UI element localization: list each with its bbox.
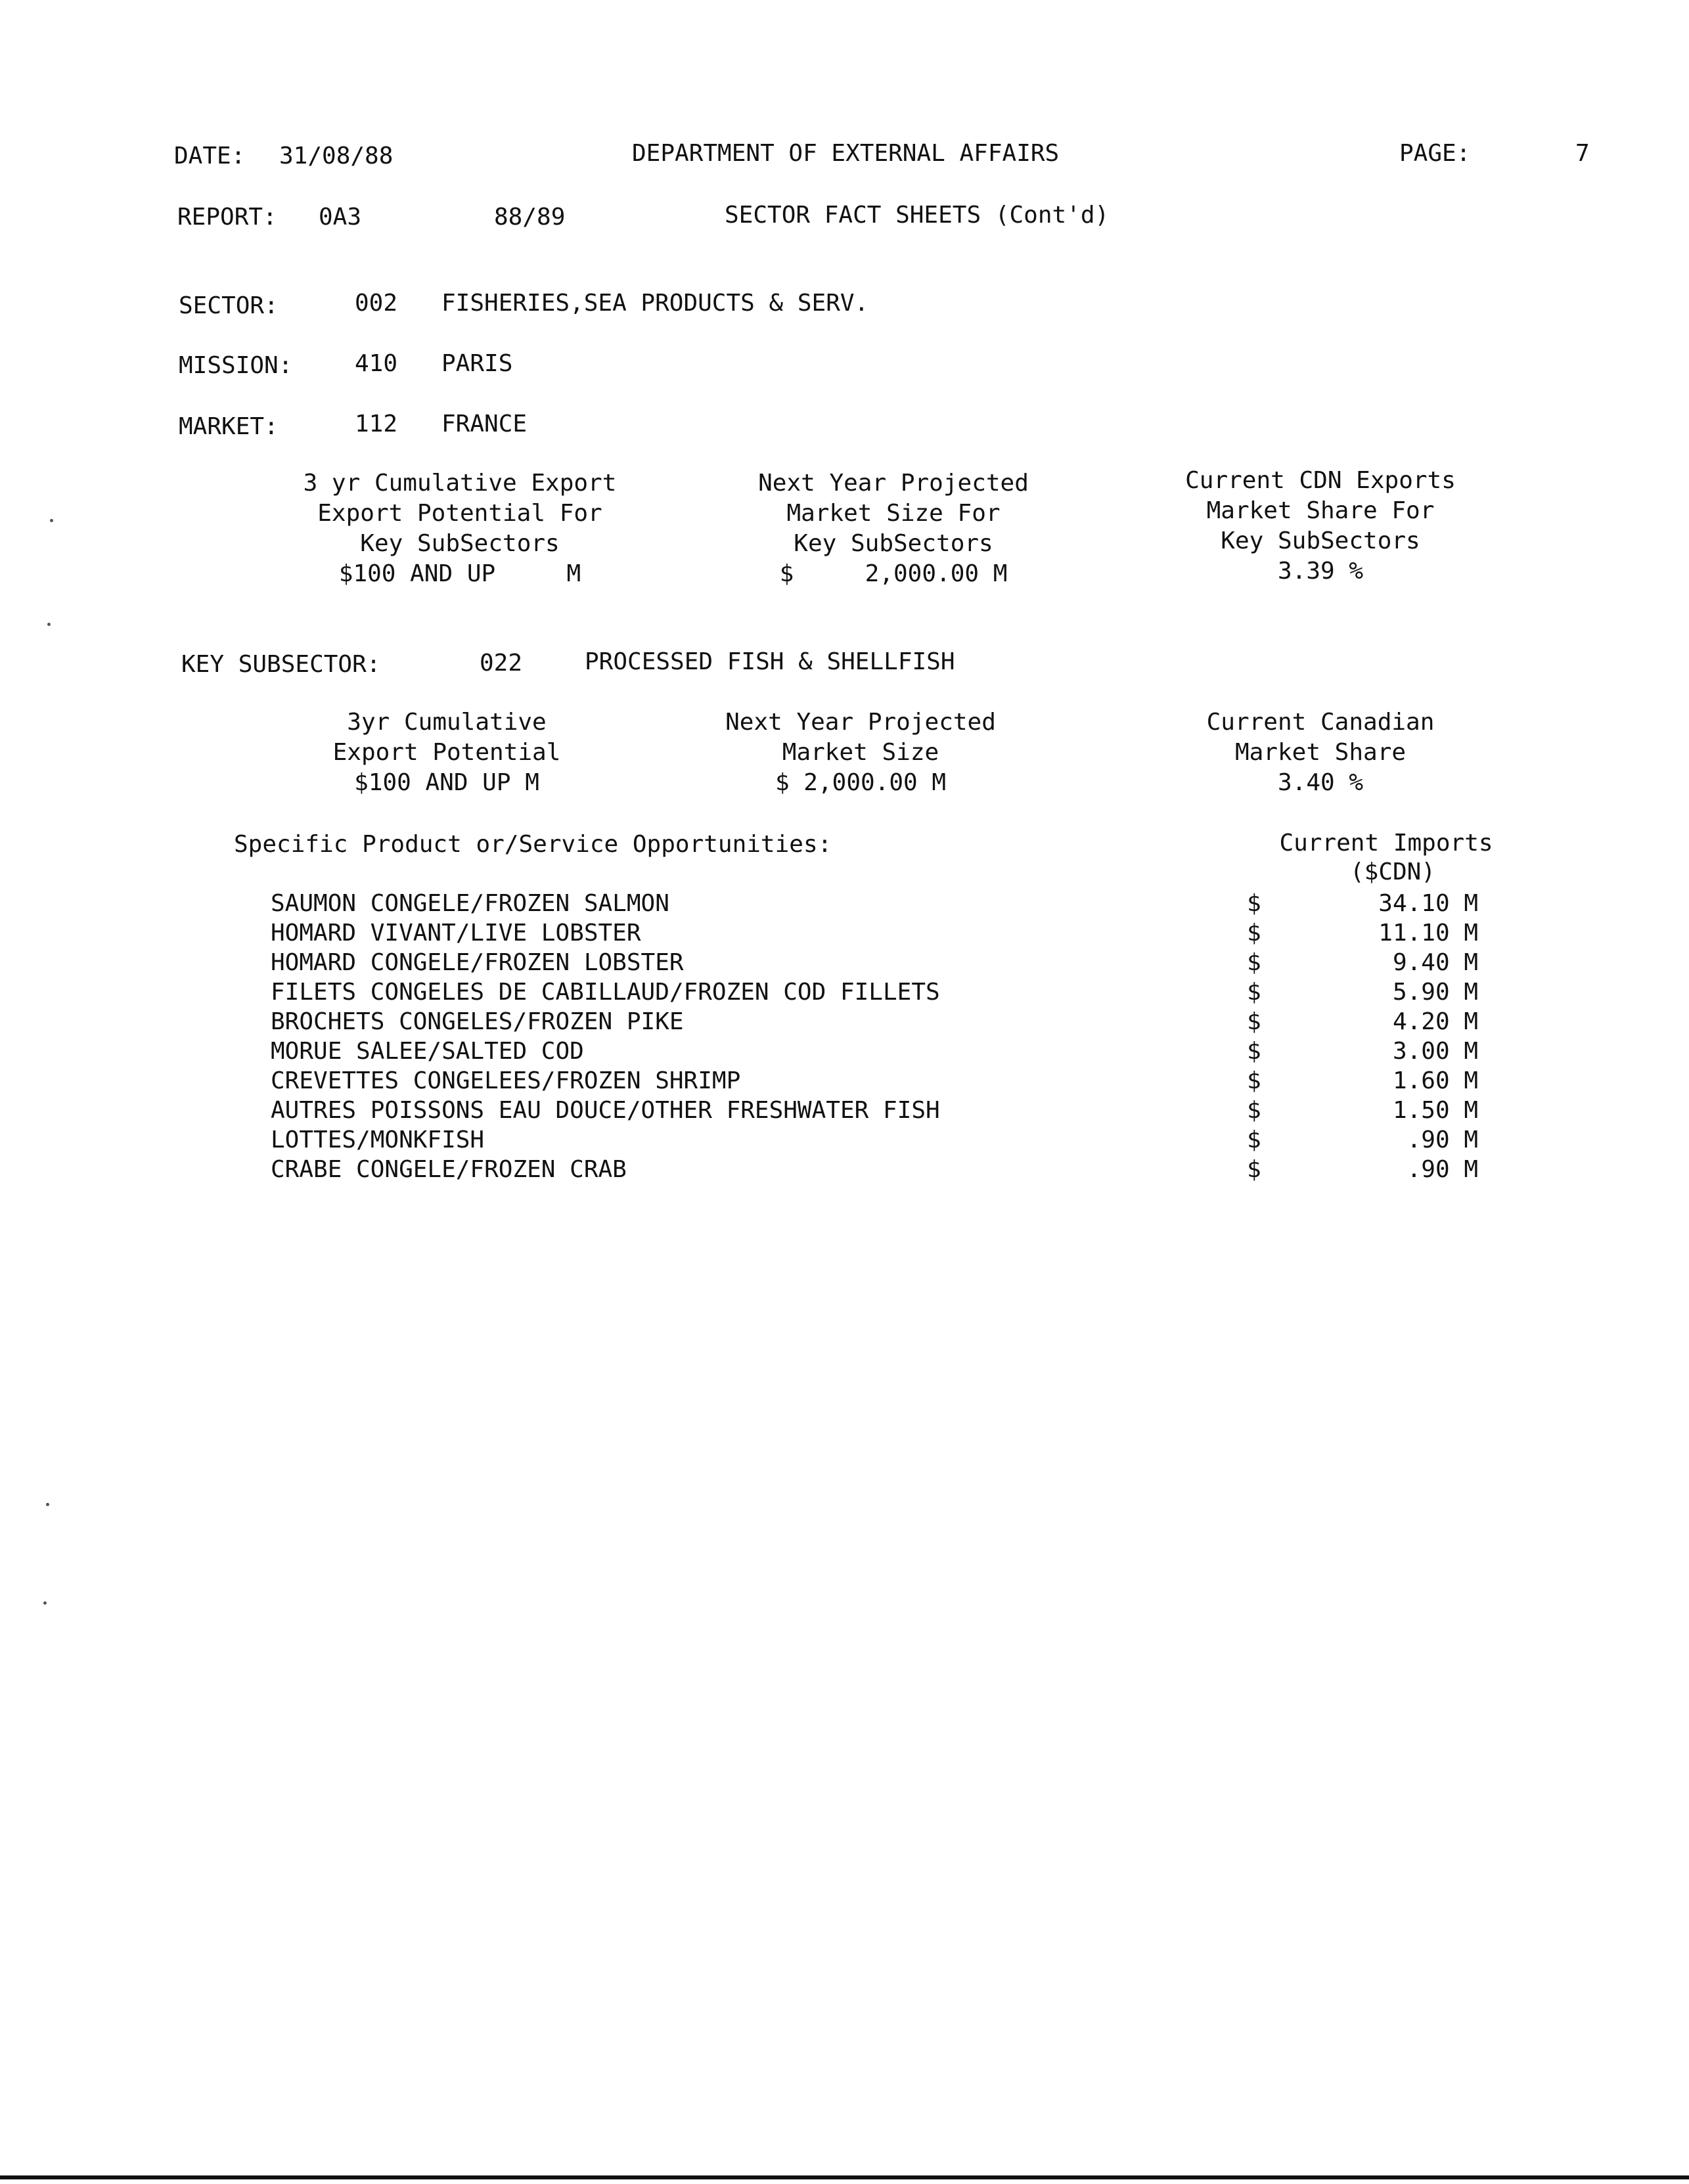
sector-export-potential-value: $100 AND UP M	[338, 560, 581, 587]
market-code: 112	[355, 411, 398, 437]
subsector-market-size-value: $ 2,000.00 M	[775, 769, 947, 796]
import-value: 11.10 M	[1378, 920, 1478, 947]
sector-export-potential-line: Key SubSectors	[360, 530, 560, 557]
subsector-export-potential-line: Export Potential	[332, 739, 561, 766]
subsector-market-size-line: Market Size	[782, 739, 939, 766]
opportunities-heading: Specific Product or/Service Opportunities:	[234, 831, 832, 858]
product-name: CREVETTES CONGELEES/FROZEN SHRIMP	[271, 1067, 741, 1094]
sector-market-share-line: Current CDN Exports	[1185, 467, 1456, 494]
scan-speck	[47, 623, 51, 626]
sector-export-potential-line: Export Potential For	[317, 500, 602, 527]
date-value: 31/08/88	[279, 143, 394, 169]
import-value: 1.60 M	[1392, 1067, 1478, 1094]
current-imports-header: Current Imports	[1279, 830, 1493, 857]
subsector-export-potential-value: $100 AND UP M	[354, 769, 539, 796]
sector-market-share-value: 3.39 %	[1277, 558, 1364, 585]
product-name: CRABE CONGELE/FROZEN CRAB	[271, 1156, 627, 1183]
import-value: 1.50 M	[1392, 1097, 1478, 1124]
mission-name: PARIS	[441, 350, 513, 377]
import-value: .90 M	[1407, 1156, 1478, 1183]
import-value: 34.10 M	[1378, 890, 1478, 917]
bottom-scan-edge	[0, 2175, 1689, 2179]
sector-market-size-value: $ 2,000.00 M	[779, 560, 1008, 587]
subsector-market-share-value: 3.40 %	[1277, 769, 1364, 796]
date-label: DATE:	[174, 143, 246, 169]
sector-market-size-line: Key SubSectors	[794, 530, 993, 557]
sector-label: SECTOR:	[179, 292, 279, 319]
product-name: FILETS CONGELES DE CABILLAUD/FROZEN COD FILLETS	[271, 979, 940, 1006]
subsector-market-size-line: Next Year Projected	[725, 709, 996, 736]
fiscal-year: 88/89	[494, 204, 566, 231]
product-name: MORUE SALEE/SALTED COD	[271, 1038, 584, 1065]
import-value: 5.90 M	[1392, 979, 1478, 1006]
page-label: PAGE:	[1399, 140, 1471, 167]
department-title: DEPARTMENT OF EXTERNAL AFFAIRS	[632, 140, 1060, 167]
currency-symbol: $	[1247, 1008, 1261, 1035]
sector-market-share-line: Key SubSectors	[1221, 527, 1420, 554]
currency-symbol: $	[1247, 1038, 1261, 1065]
page-number: 7	[1575, 140, 1590, 167]
mission-code: 410	[355, 350, 398, 377]
sector-export-potential-line: 3 yr Cumulative Export	[303, 470, 617, 497]
import-value: 4.20 M	[1392, 1008, 1478, 1035]
key-subsector-label: KEY SUBSECTOR:	[181, 651, 381, 678]
product-name: SAUMON CONGELE/FROZEN SALMON	[271, 890, 669, 917]
scan-speck	[43, 1601, 47, 1605]
report-code: 0A3	[319, 204, 362, 231]
import-value: 9.40 M	[1392, 949, 1478, 976]
currency-symbol: $	[1247, 920, 1261, 947]
currency-symbol: $	[1247, 1156, 1261, 1183]
currency-symbol: $	[1247, 979, 1261, 1006]
market-label: MARKET:	[179, 413, 279, 440]
sector-name: FISHERIES,SEA PRODUCTS & SERV.	[441, 290, 869, 317]
sector-market-share-line: Market Share For	[1206, 497, 1435, 524]
sector-code: 002	[355, 290, 398, 317]
key-subsector-code: 022	[480, 650, 523, 677]
import-value: .90 M	[1407, 1126, 1478, 1153]
subsector-market-share-line: Market Share	[1234, 739, 1407, 766]
report-title: SECTOR FACT SHEETS (Cont'd)	[725, 202, 1110, 229]
import-value: 3.00 M	[1392, 1038, 1478, 1065]
product-name: AUTRES POISSONS EAU DOUCE/OTHER FRESHWATER FISH	[271, 1097, 940, 1124]
mission-label: MISSION:	[179, 352, 293, 379]
sector-market-size-line: Market Size For	[786, 500, 1001, 527]
scan-speck	[46, 1503, 49, 1506]
currency-symbol: $	[1247, 1126, 1261, 1153]
sector-market-size-line: Next Year Projected	[758, 470, 1029, 497]
market-name: FRANCE	[441, 411, 528, 437]
currency-symbol: $	[1247, 890, 1261, 917]
key-subsector-name: PROCESSED FISH & SHELLFISH	[585, 648, 955, 675]
subsector-export-potential-line: 3yr Cumulative	[347, 709, 547, 736]
currency-symbol: $	[1247, 949, 1261, 976]
scan-speck	[50, 519, 53, 522]
product-name: HOMARD CONGELE/FROZEN LOBSTER	[271, 949, 684, 976]
product-name: BROCHETS CONGELES/FROZEN PIKE	[271, 1008, 684, 1035]
product-name: HOMARD VIVANT/LIVE LOBSTER	[271, 920, 641, 947]
currency-symbol: $	[1247, 1097, 1261, 1124]
subsector-market-share-line: Current Canadian	[1206, 709, 1435, 736]
report-label: REPORT:	[177, 204, 277, 231]
currency-symbol: $	[1247, 1067, 1261, 1094]
current-imports-unit: ($CDN)	[1349, 858, 1436, 885]
product-name: LOTTES/MONKFISH	[271, 1126, 485, 1153]
